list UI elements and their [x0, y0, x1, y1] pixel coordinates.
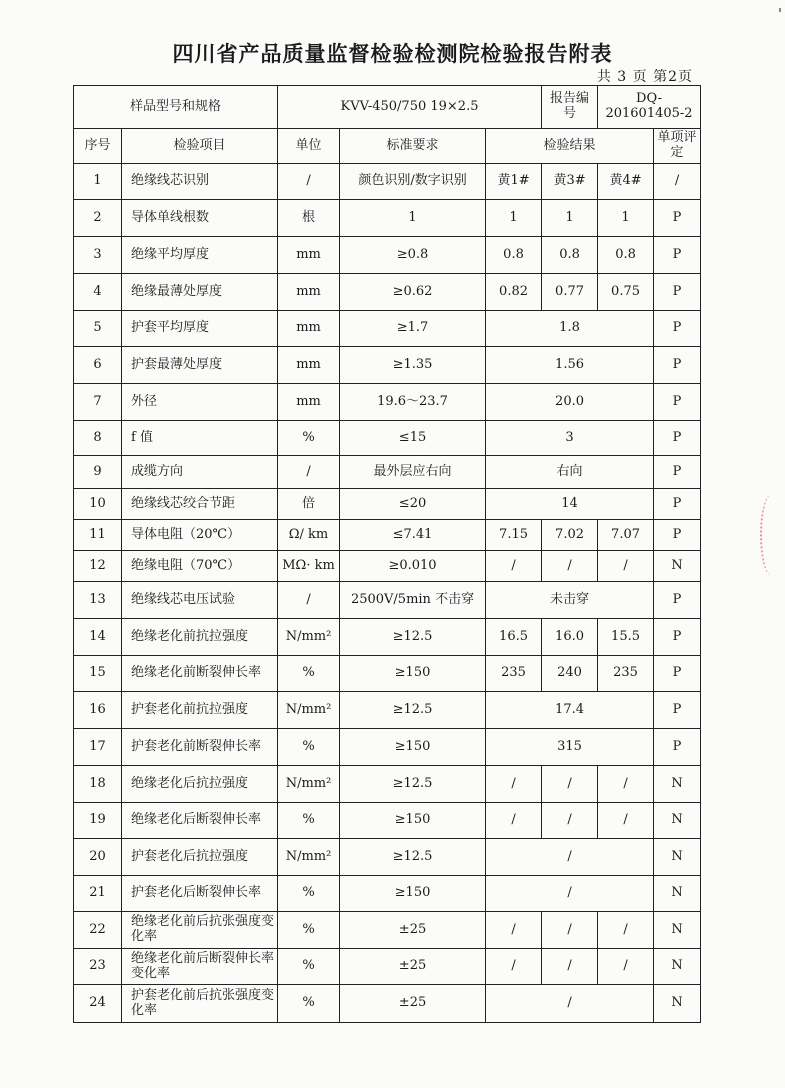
table-row — [74, 876, 701, 912]
row-result: 1.8 — [486, 311, 654, 347]
row-item: 护套最薄处厚度 — [122, 347, 278, 384]
row-item: f 值 — [122, 421, 278, 456]
table-row — [74, 692, 701, 729]
row-seq: 4 — [74, 274, 122, 311]
row-result: 0.8 — [598, 237, 654, 274]
row-standard: ≤15 — [340, 421, 486, 456]
table-row — [74, 839, 701, 876]
row-item: 护套平均厚度 — [122, 311, 278, 347]
row-unit: mm — [278, 274, 340, 311]
row-result: / — [486, 803, 542, 839]
row-standard: 19.6～23.7 — [340, 384, 486, 421]
row-seq: 17 — [74, 729, 122, 766]
row-result: / — [542, 912, 598, 949]
row-seq: 5 — [74, 311, 122, 347]
row-seq: 15 — [74, 656, 122, 692]
row-result: / — [542, 766, 598, 803]
row-standard: ≥0.62 — [340, 274, 486, 311]
row-seq: 8 — [74, 421, 122, 456]
table-row — [74, 456, 701, 489]
table-row — [74, 421, 701, 456]
row-unit: N/mm² — [278, 692, 340, 729]
row-judgement: P — [654, 619, 701, 656]
row-seq: 3 — [74, 237, 122, 274]
row-unit: mm — [278, 347, 340, 384]
row-judgement: N — [654, 949, 701, 985]
row-result: / — [542, 551, 598, 582]
table-row — [74, 949, 701, 985]
row-seq: 14 — [74, 619, 122, 656]
table-row — [74, 985, 701, 1023]
row-unit: % — [278, 949, 340, 985]
row-standard: ≥1.7 — [340, 311, 486, 347]
row-seq: 22 — [74, 912, 122, 949]
table-row — [74, 200, 701, 237]
row-item: 绝缘老化后抗拉强度 — [122, 766, 278, 803]
row-judgement: P — [654, 421, 701, 456]
table-row — [74, 766, 701, 803]
row-judgement: N — [654, 912, 701, 949]
header-item: 检验项目 — [122, 129, 278, 164]
row-result: / — [486, 839, 654, 876]
row-seq: 23 — [74, 949, 122, 985]
row-item: 护套老化前抗拉强度 — [122, 692, 278, 729]
row-item: 绝缘老化后断裂伸长率 — [122, 803, 278, 839]
row-seq: 7 — [74, 384, 122, 421]
row-result: / — [486, 985, 654, 1023]
row-judgement: N — [654, 839, 701, 876]
row-result: 20.0 — [486, 384, 654, 421]
report-no-label: 报告编号 — [542, 86, 598, 129]
row-result: 0.77 — [542, 274, 598, 311]
row-judgement: N — [654, 803, 701, 839]
row-unit: mm — [278, 384, 340, 421]
row-unit: % — [278, 985, 340, 1023]
row-judgement: P — [654, 489, 701, 520]
row-unit: N/mm² — [278, 619, 340, 656]
row-item: 导体电阻（20℃） — [122, 520, 278, 551]
row-item: 绝缘平均厚度 — [122, 237, 278, 274]
row-seq: 10 — [74, 489, 122, 520]
row-item: 护套老化后抗拉强度 — [122, 839, 278, 876]
sample-row — [74, 86, 701, 129]
row-seq: 18 — [74, 766, 122, 803]
row-item: 护套老化后断裂伸长率 — [122, 876, 278, 912]
row-seq: 6 — [74, 347, 122, 384]
row-unit: % — [278, 729, 340, 766]
row-unit: mm — [278, 311, 340, 347]
header-seq: 序号 — [74, 129, 122, 164]
row-result: / — [598, 949, 654, 985]
row-unit: % — [278, 656, 340, 692]
row-judgement: N — [654, 551, 701, 582]
row-result: / — [542, 803, 598, 839]
row-item: 绝缘线芯识别 — [122, 164, 278, 200]
row-result: 16.0 — [542, 619, 598, 656]
row-result: 1.56 — [486, 347, 654, 384]
table-row — [74, 520, 701, 551]
row-result: 235 — [598, 656, 654, 692]
row-judgement: P — [654, 692, 701, 729]
row-standard: ±25 — [340, 985, 486, 1023]
table-row — [74, 619, 701, 656]
row-standard: ±25 — [340, 949, 486, 985]
row-result: / — [486, 876, 654, 912]
row-standard: 1 — [340, 200, 486, 237]
row-unit: mm — [278, 237, 340, 274]
row-unit: 根 — [278, 200, 340, 237]
row-result: 1 — [542, 200, 598, 237]
row-result: / — [542, 949, 598, 985]
table-row — [74, 489, 701, 520]
row-item: 导体单线根数 — [122, 200, 278, 237]
row-unit: % — [278, 803, 340, 839]
row-result: 右向 — [486, 456, 654, 489]
row-result: 0.82 — [486, 274, 542, 311]
row-judgement: P — [654, 274, 701, 311]
row-judgement: N — [654, 985, 701, 1023]
row-item: 绝缘电阻（70℃） — [122, 551, 278, 582]
row-result: 未击穿 — [486, 582, 654, 619]
row-seq: 16 — [74, 692, 122, 729]
row-result: 7.02 — [542, 520, 598, 551]
row-unit: / — [278, 164, 340, 200]
row-unit: % — [278, 876, 340, 912]
row-standard: ≥150 — [340, 656, 486, 692]
row-unit: % — [278, 912, 340, 949]
row-seq: 24 — [74, 985, 122, 1023]
row-standard: 颜色识别/数字识别 — [340, 164, 486, 200]
row-result: / — [598, 766, 654, 803]
row-unit: Ω/ km — [278, 520, 340, 551]
row-standard: ≥150 — [340, 729, 486, 766]
table-row — [74, 164, 701, 200]
row-standard: ≤20 — [340, 489, 486, 520]
row-result: / — [486, 912, 542, 949]
row-item: 绝缘老化前后断裂伸长率变化率 — [122, 949, 278, 985]
row-result: 17.4 — [486, 692, 654, 729]
row-standard: ≥12.5 — [340, 839, 486, 876]
row-result: / — [598, 551, 654, 582]
edge-mark — [779, 8, 781, 12]
row-result: 14 — [486, 489, 654, 520]
row-result: 15.5 — [598, 619, 654, 656]
row-unit: N/mm² — [278, 839, 340, 876]
row-seq: 11 — [74, 520, 122, 551]
row-result: 315 — [486, 729, 654, 766]
header-unit: 单位 — [278, 129, 340, 164]
sample-label: 样品型号和规格 — [74, 86, 278, 129]
table-row — [74, 347, 701, 384]
row-item: 绝缘老化前抗拉强度 — [122, 619, 278, 656]
row-result: 7.15 — [486, 520, 542, 551]
row-item: 护套老化前后抗张强度变化率 — [122, 985, 278, 1023]
table-row — [74, 384, 701, 421]
row-judgement: / — [654, 164, 701, 200]
row-standard: ≥0.8 — [340, 237, 486, 274]
header-row — [74, 129, 701, 164]
row-result: 黄3# — [542, 164, 598, 200]
row-judgement: P — [654, 311, 701, 347]
row-judgement: P — [654, 237, 701, 274]
row-judgement: P — [654, 384, 701, 421]
row-unit: MΩ· km — [278, 551, 340, 582]
row-result: / — [486, 551, 542, 582]
row-standard: ≥12.5 — [340, 692, 486, 729]
row-unit: % — [278, 421, 340, 456]
row-item: 护套老化前断裂伸长率 — [122, 729, 278, 766]
row-judgement: P — [654, 347, 701, 384]
row-result: 0.75 — [598, 274, 654, 311]
table-row — [74, 551, 701, 582]
row-item: 绝缘老化前断裂伸长率 — [122, 656, 278, 692]
row-standard: ≥150 — [340, 876, 486, 912]
report-no-value: DQ-201601405-2 — [598, 86, 701, 129]
row-judgement: P — [654, 729, 701, 766]
row-seq: 12 — [74, 551, 122, 582]
row-seq: 9 — [74, 456, 122, 489]
row-judgement: P — [654, 582, 701, 619]
row-item: 绝缘线芯电压试验 — [122, 582, 278, 619]
row-unit: N/mm² — [278, 766, 340, 803]
row-standard: 2500V/5min 不击穿 — [340, 582, 486, 619]
row-result: 黄4# — [598, 164, 654, 200]
row-standard: ≥0.010 — [340, 551, 486, 582]
header-judgement: 单项评定 — [654, 129, 701, 164]
row-item: 外径 — [122, 384, 278, 421]
row-unit: 倍 — [278, 489, 340, 520]
table-row — [74, 274, 701, 311]
sample-value: KVV-450/750 19×2.5 — [278, 86, 542, 129]
row-unit: / — [278, 582, 340, 619]
row-standard: ≥150 — [340, 803, 486, 839]
row-seq: 21 — [74, 876, 122, 912]
row-judgement: P — [654, 656, 701, 692]
row-result: 3 — [486, 421, 654, 456]
row-result: / — [486, 949, 542, 985]
stamp-edge — [760, 495, 782, 575]
row-unit: / — [278, 456, 340, 489]
row-result: 7.07 — [598, 520, 654, 551]
table-row — [74, 237, 701, 274]
table-row — [74, 729, 701, 766]
row-seq: 20 — [74, 839, 122, 876]
row-judgement: P — [654, 456, 701, 489]
table-row — [74, 912, 701, 949]
table-row — [74, 582, 701, 619]
row-standard: ≥1.35 — [340, 347, 486, 384]
row-result: 1 — [486, 200, 542, 237]
row-item: 成缆方向 — [122, 456, 278, 489]
row-seq: 1 — [74, 164, 122, 200]
row-standard: ±25 — [340, 912, 486, 949]
row-result: 1 — [598, 200, 654, 237]
page-title: 四川省产品质量监督检验检测院检验报告附表 — [172, 42, 613, 66]
table-row — [74, 803, 701, 839]
row-item: 绝缘线芯绞合节距 — [122, 489, 278, 520]
report-table — [73, 85, 701, 1023]
row-judgement: P — [654, 520, 701, 551]
row-result: / — [598, 803, 654, 839]
row-result: 0.8 — [486, 237, 542, 274]
row-seq: 19 — [74, 803, 122, 839]
row-seq: 2 — [74, 200, 122, 237]
row-result: / — [598, 912, 654, 949]
table-row — [74, 311, 701, 347]
page-info: 共 3 页 第2页 — [596, 69, 693, 85]
row-item: 绝缘老化前后抗张强度变化率 — [122, 912, 278, 949]
row-standard: 最外层应右向 — [340, 456, 486, 489]
row-result: 黄1# — [486, 164, 542, 200]
row-result: 16.5 — [486, 619, 542, 656]
row-judgement: N — [654, 766, 701, 803]
row-result: / — [486, 766, 542, 803]
row-result: 235 — [486, 656, 542, 692]
row-standard: ≥12.5 — [340, 619, 486, 656]
row-standard: ≤7.41 — [340, 520, 486, 551]
row-judgement: P — [654, 200, 701, 237]
row-seq: 13 — [74, 582, 122, 619]
header-standard: 标准要求 — [340, 129, 486, 164]
row-standard: ≥12.5 — [340, 766, 486, 803]
table-row — [74, 656, 701, 692]
header-result: 检验结果 — [486, 129, 654, 164]
row-result: 240 — [542, 656, 598, 692]
row-item: 绝缘最薄处厚度 — [122, 274, 278, 311]
row-result: 0.8 — [542, 237, 598, 274]
row-judgement: N — [654, 876, 701, 912]
